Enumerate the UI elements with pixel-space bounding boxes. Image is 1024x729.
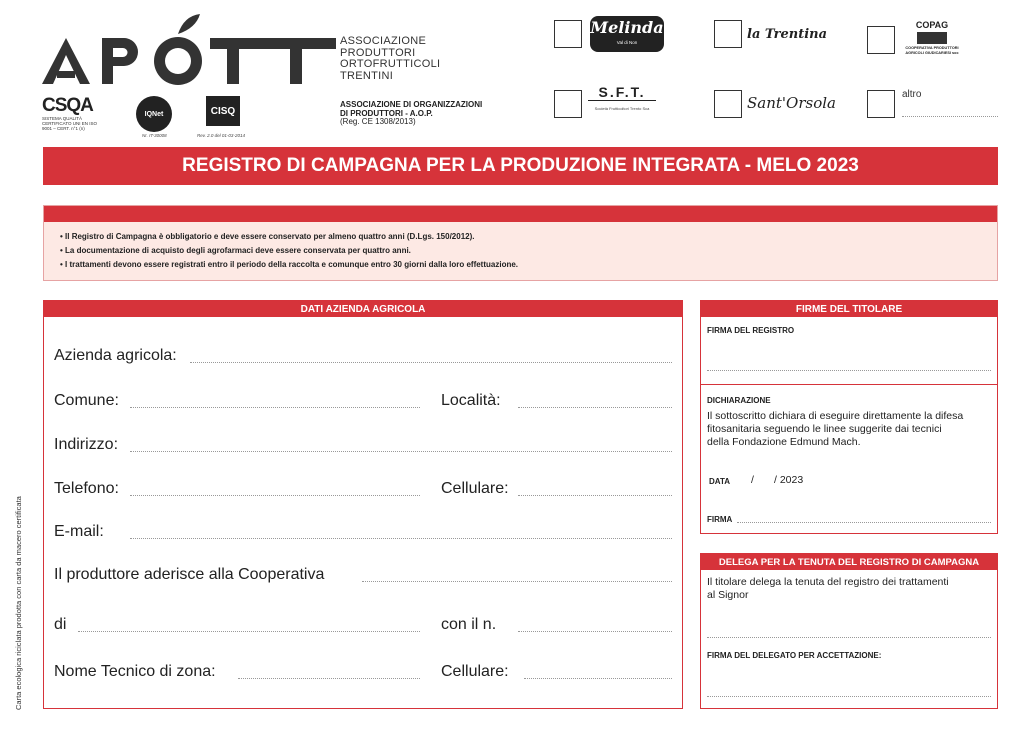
- delega-signor-field[interactable]: [707, 637, 991, 638]
- sant-orsola-logo: Sant'Orsola: [747, 94, 836, 112]
- azienda-field[interactable]: [190, 362, 672, 363]
- firma-registro-field[interactable]: [707, 370, 991, 371]
- altro-input-line[interactable]: [902, 116, 998, 117]
- cellulare2-label: Cellulare:: [441, 663, 509, 680]
- association-org: ASSOCIAZIONE DI ORGANIZZAZIONI DI PRODUTTORI - A.O.P. (Reg. CE 1308/2013): [340, 100, 483, 126]
- firma-label: FIRMA: [707, 515, 733, 524]
- delega-heading: DELEGA PER LA TENUTA DEL REGISTRO DI CAMPAGNA: [701, 554, 997, 570]
- firme-heading: FIRME DEL TITOLARE: [701, 301, 997, 317]
- notes-header-bar: [44, 206, 997, 222]
- telefono-label: Telefono:: [54, 480, 119, 497]
- checkbox-sant-orsola[interactable]: [714, 90, 742, 118]
- association-name: ASSOCIAZIONE PRODUTTORI ORTOFRUTTICOLI TRENTINI: [340, 35, 441, 82]
- csqa-badge: CSQA SISTEMA QUALITÀ CERTIFICATO UNI EN ISO 9001 – CERT. n°1 (n): [42, 95, 98, 131]
- checkbox-la-trentina[interactable]: [714, 20, 742, 48]
- con-il-n-field[interactable]: [518, 631, 672, 632]
- dati-azienda-heading: DATI AZIENDA AGRICOLA: [44, 301, 682, 317]
- altro-label: altro: [902, 89, 922, 100]
- tecnico-label: Nome Tecnico di zona:: [54, 663, 216, 680]
- checkbox-copag[interactable]: [867, 26, 895, 54]
- firme-divider: [700, 384, 998, 385]
- tecnico-field[interactable]: [238, 678, 420, 679]
- sft-logo: S.F.T. Società Frutticoltori Trento Sca: [588, 84, 656, 111]
- indirizzo-label: Indirizzo:: [54, 436, 119, 453]
- page-title: REGISTRO DI CAMPAGNA PER LA PRODUZIONE INTEGRATA - MELO 2023: [43, 147, 998, 185]
- di-label: di: [54, 616, 67, 633]
- cooperativa-label: Il produttore aderisce alla Cooperativa: [54, 566, 325, 583]
- cellulare-label: Cellulare:: [441, 480, 509, 497]
- di-field[interactable]: [78, 631, 420, 632]
- iqnet-badge: IQNet: [136, 96, 172, 132]
- melinda-logo: Melinda Val di Non: [590, 16, 664, 52]
- data-year[interactable]: / 2023: [774, 474, 804, 486]
- notes-panel: [43, 205, 998, 281]
- note-item: • La documentazione di acquisto degli agrofarmaci deve essere conservata per quattro anni.: [60, 246, 411, 255]
- la-trentina-logo: la Trentina: [747, 27, 828, 42]
- indirizzo-field[interactable]: [130, 451, 672, 452]
- apot-logo: [40, 8, 340, 88]
- firma-registro-label: FIRMA DEL REGISTRO: [707, 326, 795, 335]
- checkbox-sft[interactable]: [554, 90, 582, 118]
- firma-field[interactable]: [737, 522, 991, 523]
- iqnet-number: Nr. IT-30008: [142, 133, 167, 138]
- data-slash[interactable]: /: [751, 474, 754, 486]
- localita-label: Località:: [441, 392, 501, 409]
- data-label: DATA: [709, 477, 731, 486]
- side-note: Carta ecologica riciclata prodotta con carta da macero certificata: [14, 496, 23, 710]
- firma-delegato-label: FIRMA DEL DELEGATO PER ACCETTAZIONE:: [707, 651, 882, 660]
- firma-delegato-field[interactable]: [707, 696, 991, 697]
- copag-logo: COPAG COOPERATIVA PRODUTTORI AGRICOLI GIUDICARIESI soc: [905, 20, 959, 55]
- note-item: • Il Registro di Campagna è obbligatorio e deve essere conservato per almeno quattro anni (D.Lgs. 150/2012).: [60, 232, 475, 241]
- note-item: • I trattamenti devono essere registrati entro il periodo della raccolta e comunque entro 30 giorni dalla loro effettuazione.: [60, 260, 519, 269]
- dichiarazione-text: Il sottoscritto dichiara di eseguire direttamente la difesa fitosanitaria seguendo le linee suggerite dai tecnici della Fondazione Edmund Mach.: [707, 410, 964, 448]
- checkbox-altro[interactable]: [867, 90, 895, 118]
- email-label: E-mail:: [54, 523, 104, 540]
- checkbox-melinda[interactable]: [554, 20, 582, 48]
- cisq-badge: CISQ: [206, 96, 240, 126]
- con-il-n-label: con il n.: [441, 616, 497, 633]
- cooperativa-field[interactable]: [362, 581, 672, 582]
- email-field[interactable]: [130, 538, 672, 539]
- localita-field[interactable]: [518, 407, 672, 408]
- cellulare2-field[interactable]: [524, 678, 672, 679]
- delega-text: Il titolare delega la tenuta del registro dei trattamenti al Signor: [707, 576, 949, 601]
- comune-field[interactable]: [130, 407, 420, 408]
- azienda-label: Azienda agricola:: [54, 347, 177, 364]
- telefono-field[interactable]: [130, 495, 420, 496]
- cellulare-field[interactable]: [518, 495, 672, 496]
- comune-label: Comune:: [54, 392, 119, 409]
- cisq-rev: Rev. 2.0 del 01-03-2014: [197, 133, 245, 138]
- dichiarazione-label: DICHIARAZIONE: [707, 396, 771, 405]
